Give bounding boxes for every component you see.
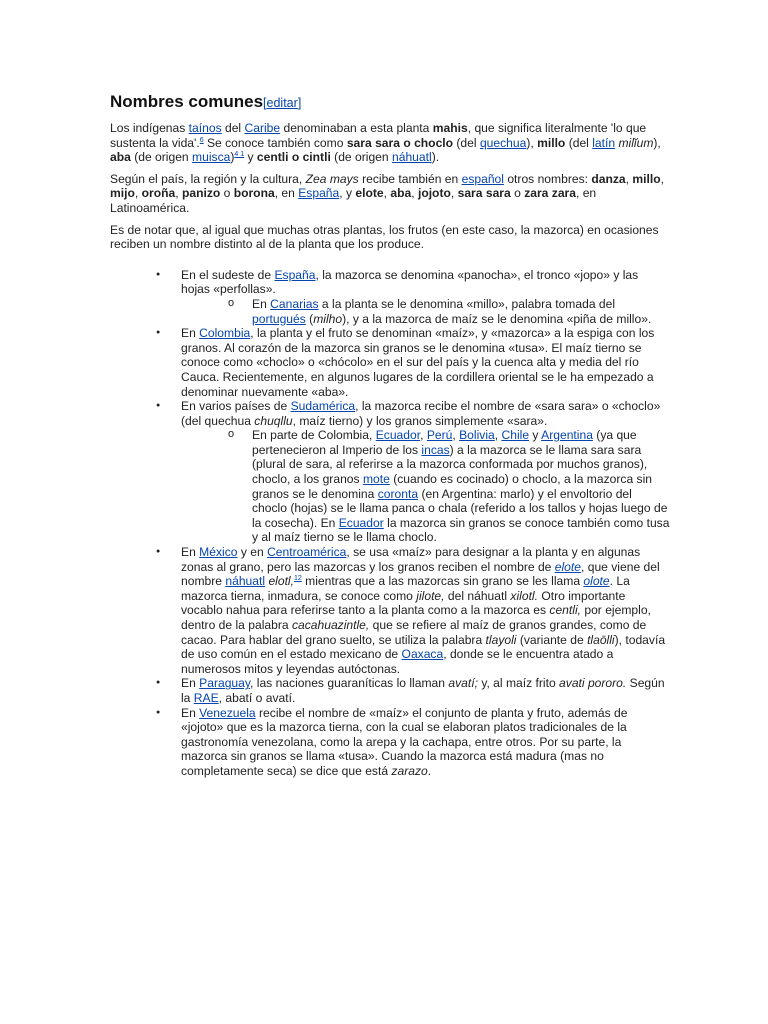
link-chile[interactable]: Chile <box>501 428 530 443</box>
link-sudamerica[interactable]: Sudamérica <box>290 399 356 414</box>
link-elote[interactable]: elote <box>554 559 581 574</box>
link-coronta[interactable]: coronta <box>377 486 419 501</box>
term-panizo: panizo <box>181 186 221 201</box>
link-ecuador[interactable]: Ecuador <box>375 428 421 443</box>
list-item-venezuela: ● En Venezuela recibe el nombre de «maíz» el conjunto de planta y fruto, además de «jojoto» que es la mazorca tierna, con la cual se elaboran platos tradicionales de la gastronomía venezolana, como la arepa y la cachapa, entre otros. Por su parte, la mazorca sin granos se llama «tusa». Cuando la mazorca está madura (mas no completamente seca) se dice que está zarazo. <box>110 706 670 779</box>
link-oaxaca[interactable]: Oaxaca <box>401 647 444 662</box>
link-espana[interactable]: España <box>298 186 340 201</box>
paragraph-regional-names: Según el país, la región y la cultura, Zea mays recibe también en español otros nombres: danza, millo, mijo, oroña, panizo o borona, en España, y elote, aba, jojoto, sara sara o zara zara, en Latinoamérica. <box>110 171 664 215</box>
link-tainos[interactable]: taínos <box>188 121 222 135</box>
term-chuqllu: chuqllu <box>254 413 293 428</box>
link-quechua[interactable]: quechua <box>479 135 527 150</box>
link-portugues[interactable]: portugués <box>252 311 306 326</box>
term-zea-mays: Zea mays <box>305 171 359 186</box>
term-aba: aba <box>110 150 131 165</box>
list-item-andean-countries: o En parte de Colombia, Ecuador, Perú, Bolivia, Chile y Argentina (ya que pertenecieron al Imperio de los incas) a la mazorca se le llama sara sara (plural de sara, al referirse a la mazorca conformada por muchos granos), choclo, a los granos mote (cuando es cocinado) o choclo, a la mazorca sin granos se le denomina coronta (en Argentina: marlo) y el envoltorio del choclo (hojas) se le llama panca o chala (referido a los tallos y hojas luego de la cosecha). En Ecuador la mazorca sin granos se conoce también como tusa y al maíz tierno se le llama choclo. <box>181 428 670 545</box>
term-aba-2: aba <box>390 186 412 201</box>
term-zarazo: zarazo <box>391 763 428 778</box>
term-danza: danza <box>591 171 626 186</box>
link-peru[interactable]: Perú <box>426 428 453 443</box>
link-olote[interactable]: olote <box>583 574 610 589</box>
term-millo-2: millo <box>632 171 661 186</box>
term-cacahuazintle: cacahuazintle, <box>291 618 370 632</box>
term-milho: milho <box>313 311 343 326</box>
paragraph-fruit-names: Es de notar que, al igual que muchas otras plantas, los frutos (en este caso, la mazorca) en ocasiones reciben un nombre distinto al de la planta que los produce. <box>110 222 659 252</box>
edit-link[interactable]: editar <box>266 96 298 110</box>
reference-4-1[interactable]: 4 1 <box>234 151 245 159</box>
link-paraguay[interactable]: Paraguay <box>199 676 251 691</box>
term-jilote: jilote, <box>416 588 445 603</box>
term-elotl: elotl, <box>268 574 294 589</box>
term-millo: millo <box>537 135 566 150</box>
link-venezuela[interactable]: Venezuela <box>199 705 256 720</box>
term-avati-pororo: avati pororo. <box>559 676 627 691</box>
sublist-sudamerica <box>181 428 670 545</box>
section-heading <box>110 92 670 113</box>
regional-names-list <box>110 268 670 779</box>
link-rae[interactable]: RAE <box>193 690 219 705</box>
list-item-colombia: ● En Colombia, la planta y el fruto se denominan «maíz», y «mazorca» a la espiga con los granos. Al corazón de la mazorca sin granos se le denomina «tusa». El maíz tierno se conoce como «choclo» o «chócolo» en el sur del país y la cuenca alta y media del río Cauca. Recientemente, en algunos lugares de la cordillera oriental se le ha empezado a denominar nuevamente «aba». <box>110 326 670 399</box>
link-mexico[interactable]: México <box>199 545 238 560</box>
term-borona: borona <box>233 186 275 201</box>
section-title: Nombres comunes <box>110 92 264 111</box>
link-bolivia[interactable]: Bolivia <box>459 428 495 443</box>
link-mote[interactable]: mote <box>362 472 390 487</box>
reference-12[interactable]: 12 <box>293 575 302 583</box>
link-nahuatl-2[interactable]: náhuatl <box>225 574 266 589</box>
list-item-sudamerica: ● En varios países de Sudamérica, la mazorca recibe el nombre de «sara sara» o «choclo» (del quechua chuqllu, maíz tierno) y los granos simplemente «sara». o En parte de Colombia, Ecuador, Perú, Bolivia, Chile y Argentina (ya que pertenecieron al Imperio de los incas) a la mazorca se le llama sara sara (plural de sara, al referirse a la mazorca conformada por muchos granos), choclo, a los granos mote (cuando es cocinado) o choclo, a la mazorca sin granos se le denomina coronta (en Argentina: marlo) y el envoltorio del choclo (hojas) se le llama panca o chala (referido a los tallos y hojas luego de la cosecha). En Ecuador la mazorca sin granos se conoce también como tusa y al maíz tierno se le llama choclo. <box>110 399 670 545</box>
term-mijo: mijo <box>110 186 135 201</box>
term-xilotl: xilotl. <box>510 588 538 603</box>
term-centli: centli o cintli <box>256 150 331 165</box>
link-latin[interactable]: latín <box>592 135 616 150</box>
term-sara-sara-2: sara sara <box>457 186 511 201</box>
term-zara-zara: zara zara <box>524 186 576 201</box>
paragraph-origin-names: Los indígenas taínos del Caribe denominaban a esta planta mahis, que significa literalmente 'lo que sustenta la vida'.$^6$ Se conoce también como sara sara o choclo (del quechua), millo (del latín milĭum), aba (de origen muisca)$^{4 1}$ y centli o cintli (de origen náhuatl). <box>110 121 661 165</box>
link-espanol[interactable]: español <box>461 171 504 186</box>
term-tlaolli: tlaōlli <box>587 632 615 647</box>
link-centroamerica[interactable]: Centroamérica <box>267 545 347 560</box>
article-content <box>110 92 670 779</box>
link-ecuador-2[interactable]: Ecuador <box>338 515 384 530</box>
list-item-mexico: ● En México y en Centroamérica, se usa «maíz» para designar a la planta y en algunas zonas al grano, pero las mazorcas y los granos reciben el nombre de elote, que viene del nombre náhuatl elotl,$^{12}$ mientras que a las mazorcas sin grano se les llama olote. La mazorca tierna, inmadura, se conoce como jilote, del náhuatl xilotl. Otro importante vocablo nahua para referirse tanto a la planta como a la mazorca es centli, por ejemplo, dentro de la palabra cacahuazintle, que se refiere al maíz de granos grandes, como de cacao. Para hablar del grano suelto, se utiliza la palabra tlayoli (variante de tlaōlli), todavía de uso común en el estado mexicano de Oaxaca, donde se le encuentra atado a numerosos mitos y leyendas autóctonas. <box>110 545 670 676</box>
reference-6[interactable]: 6 <box>199 136 204 144</box>
link-canarias[interactable]: Canarias <box>270 296 319 311</box>
term-sara-sara: sara sara o choclo <box>346 135 454 150</box>
term-avati: avatí; <box>448 676 478 691</box>
edit-link-wrapper: [editar] <box>263 96 302 110</box>
term-mahis: mahis <box>432 121 468 135</box>
term-centli-2: centli, <box>549 603 581 618</box>
list-item-canarias: o En Canarias a la planta se le denomina «millo», palabra tomada del portugués (milho), y a la mazorca de maíz se le denomina «piña de millo». <box>181 297 670 326</box>
link-caribe[interactable]: Caribe <box>244 121 281 135</box>
link-muisca[interactable]: muisca <box>192 150 231 165</box>
link-argentina[interactable]: Argentina <box>541 428 593 443</box>
term-tlayoli: tlayoli <box>485 632 517 647</box>
link-incas[interactable]: incas <box>421 442 450 457</box>
sublist-espana <box>181 297 670 326</box>
link-colombia[interactable]: Colombia <box>199 326 251 341</box>
term-elote: elote <box>355 186 384 201</box>
link-nahuatl[interactable]: náhuatl <box>392 150 432 165</box>
term-orona: oroña <box>141 186 176 201</box>
link-espana-2[interactable]: España <box>274 267 316 282</box>
term-jojoto: jojoto <box>417 186 451 201</box>
term-milium: milĭum <box>618 135 654 150</box>
list-item-espana: ● En el sudeste de España, la mazorca se denomina «panocha», el tronco «jopo» y las hojas «perfollas». o En Canarias a la planta se le denomina «millo», palabra tomada del portugués (milho), y a la mazorca de maíz se le denomina «piña de millo». <box>110 268 670 326</box>
list-item-paraguay: ● En Paraguay, las naciones guaraníticas lo llaman avatí; y, al maíz frito avati pororo. Según la RAE, abatí o avatí. <box>110 676 670 705</box>
